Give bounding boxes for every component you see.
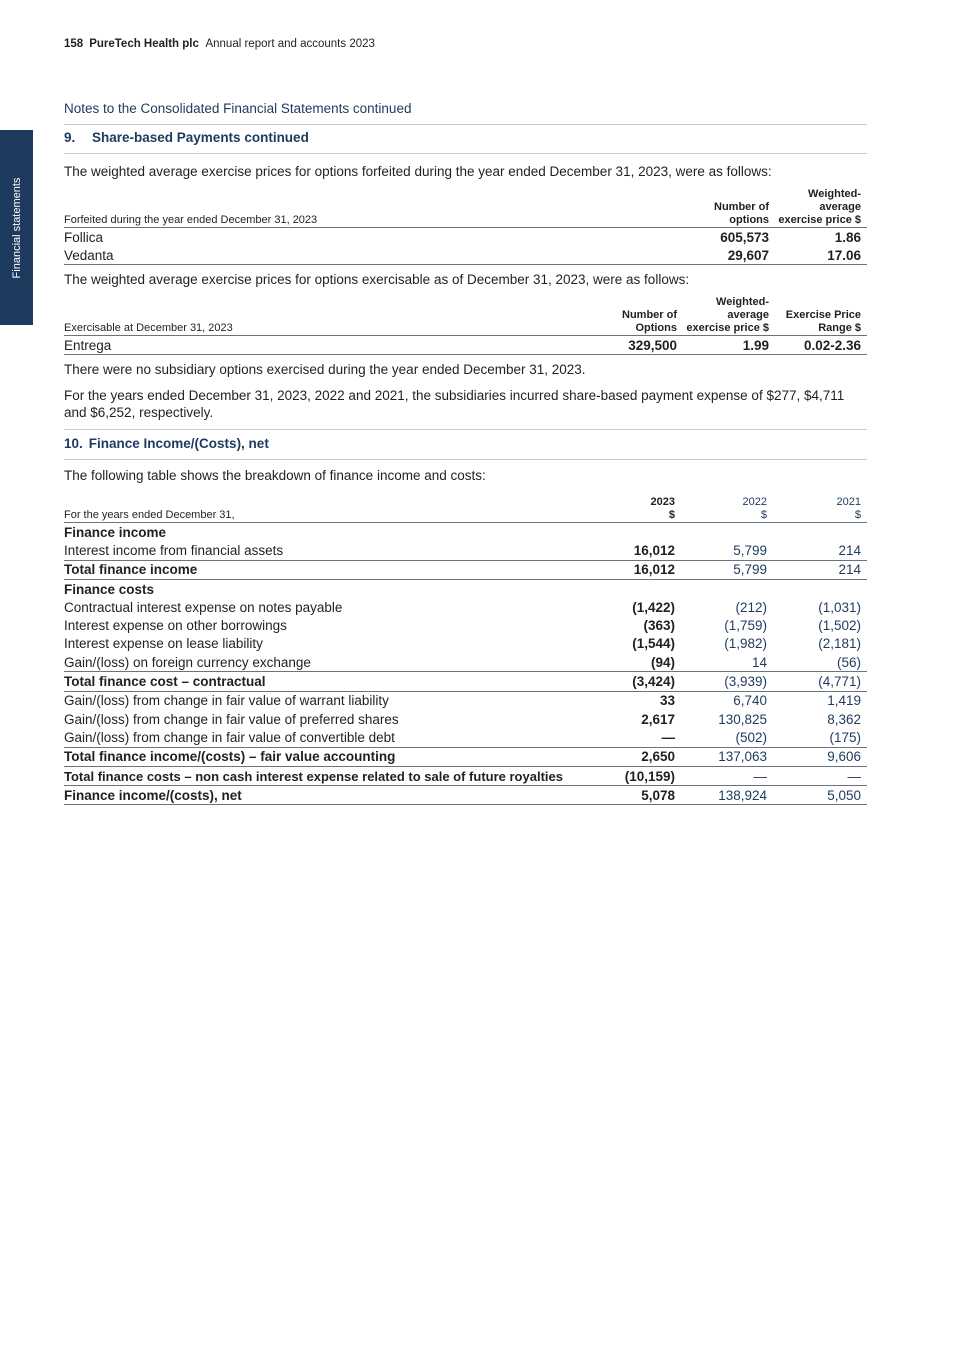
value-2021: 214 <box>773 560 867 579</box>
value-2022: (1,759) <box>724 618 767 634</box>
section-10-title-text: Finance Income/(Costs), net <box>88 436 269 451</box>
value-2022: 137,063 <box>681 747 773 766</box>
section-9-title <box>64 125 867 154</box>
report-name: Annual report and accounts 2023 <box>205 38 375 50</box>
row-label: Entrega <box>64 336 607 355</box>
value-2023: 2,650 <box>583 747 681 766</box>
finance-header-2022 <box>681 496 773 523</box>
value-2021: (4,771) <box>773 672 867 691</box>
row-label: Interest expense on other borrowings <box>64 618 287 634</box>
row-label: Follica <box>64 229 104 245</box>
table-row <box>64 246 867 265</box>
value-2021: (2,181) <box>818 636 861 652</box>
side-tab-label: Financial statements <box>10 177 23 278</box>
row-label: Finance income/(costs), net <box>64 786 583 805</box>
value-2021: 214 <box>838 542 861 558</box>
section-9-title-text: Share-based Payments continued <box>92 130 309 145</box>
table-row <box>64 598 867 616</box>
row-label: Finance income <box>64 524 167 540</box>
forfeited-header-price: Weighted-average exercise price $ <box>778 188 861 226</box>
value-2021: (1,502) <box>818 618 861 634</box>
value-2023: (3,424) <box>583 672 681 691</box>
table-row <box>64 228 867 247</box>
year-2021: 2021 <box>836 496 861 508</box>
exercisable-intro: The weighted average exercise prices for options exercisable as of December 31, 2023, were as follows: <box>64 272 690 287</box>
table-row <box>64 579 867 598</box>
value-2023: 2,617 <box>641 711 675 727</box>
value-2021: — <box>773 766 867 785</box>
table-row <box>64 653 867 672</box>
value-2023: (1,544) <box>632 636 675 652</box>
table-row <box>64 786 867 805</box>
value-2023: 5,078 <box>583 786 681 805</box>
value-2021: 8,362 <box>827 711 861 727</box>
value-2021: 1,419 <box>827 693 861 709</box>
exercisable-table <box>64 296 867 355</box>
row-label: Gain/(loss) from change in fair value of warrant liability <box>64 693 389 709</box>
finance-table <box>64 496 867 805</box>
row-label: Gain/(loss) on foreign currency exchange <box>64 653 583 672</box>
value-2023: — <box>583 728 681 747</box>
row-label: Finance costs <box>64 581 155 597</box>
table-row <box>64 710 867 728</box>
value-2023: (10,159) <box>583 766 681 785</box>
row-number: 605,573 <box>720 229 769 245</box>
value-2022: 138,924 <box>681 786 773 805</box>
row-label: Total finance cost – contractual <box>64 672 583 691</box>
section-10-title <box>64 429 867 460</box>
finance-intro: The following table shows the breakdown of finance income and costs: <box>64 468 486 483</box>
table-row <box>64 766 867 785</box>
row-label: Interest income from financial assets <box>64 542 284 558</box>
no-options-paragraph: There were no subsidiary options exercised during the year ended December 31, 2023. <box>64 362 586 377</box>
forfeited-header-label: Forfeited during the year ended December 31, 2023 <box>64 214 318 226</box>
page-number: 158 <box>64 38 84 50</box>
value-2023: 16,012 <box>633 542 675 558</box>
notes-title: Notes to the Consolidated Financial Statements continued <box>64 98 867 125</box>
row-number: 329,500 <box>607 336 683 355</box>
exercisable-header-range: Exercise Price Range $ <box>785 309 861 334</box>
value-2022: (3,939) <box>681 672 773 691</box>
value-2023: 16,012 <box>583 560 681 579</box>
finance-header-2021 <box>773 496 867 523</box>
currency: $ <box>668 509 675 521</box>
currency: $ <box>760 509 767 521</box>
row-label: Total finance costs – non cash interest expense related to sale of future royalties <box>64 766 583 785</box>
finance-header-label: For the years ended December 31, <box>64 509 235 521</box>
value-2021: (1,031) <box>818 599 861 615</box>
exercisable-header-price: Weighted-average exercise price $ <box>686 296 769 334</box>
value-2022: 5,799 <box>733 542 767 558</box>
year-2022: 2022 <box>742 496 767 508</box>
table-row <box>64 523 867 542</box>
row-price: 1.99 <box>683 336 775 355</box>
value-2022: 130,825 <box>718 711 767 727</box>
table-row <box>64 728 867 747</box>
value-2021: 5,050 <box>773 786 867 805</box>
row-label: Contractual interest expense on notes payable <box>64 599 343 615</box>
table-row <box>64 635 867 653</box>
row-label: Total finance income/(costs) – fair value accounting <box>64 747 583 766</box>
value-2021: 9,606 <box>773 747 867 766</box>
currency: $ <box>854 509 861 521</box>
table-row <box>64 541 867 560</box>
value-2022: — <box>681 766 773 785</box>
table-row <box>64 560 867 579</box>
table-row <box>64 691 867 710</box>
value-2022: 14 <box>681 653 773 672</box>
table-row <box>64 336 867 355</box>
table-row <box>64 616 867 634</box>
row-label: Vedanta <box>64 246 689 265</box>
year-2023: 2023 <box>650 496 675 508</box>
forfeited-intro: The weighted average exercise prices for options forfeited during the year ended December 31, 2023, were as follows: <box>64 164 772 179</box>
value-2022: (1,982) <box>724 636 767 652</box>
value-2023: (363) <box>643 618 675 634</box>
exercisable-header-number: Number of Options <box>622 309 677 334</box>
row-label: Total finance income <box>64 560 583 579</box>
value-2021: (175) <box>773 728 867 747</box>
side-section-tab <box>0 130 33 325</box>
row-label: Gain/(loss) from change in fair value of preferred shares <box>64 711 399 727</box>
value-2022: (212) <box>735 599 767 615</box>
table-row <box>64 672 867 691</box>
row-number: 29,607 <box>689 246 775 265</box>
row-price: 17.06 <box>775 246 867 265</box>
page-content <box>64 98 867 805</box>
section-10-number: 10. <box>64 436 83 451</box>
value-2023: 33 <box>659 693 675 709</box>
value-2022: 6,740 <box>733 693 767 709</box>
company-name: PureTech Health plc <box>89 38 199 50</box>
row-price: 1.86 <box>834 229 861 245</box>
forfeited-table <box>64 188 867 265</box>
exercisable-header-label: Exercisable at December 31, 2023 <box>64 322 233 334</box>
table-row <box>64 747 867 766</box>
value-2021: (56) <box>773 653 867 672</box>
row-range: 0.02-2.36 <box>775 336 867 355</box>
expense-paragraph: For the years ended December 31, 2023, 2022 and 2021, the subsidiaries incurred share-based payment expense of $277, $4,711 and $6,252, respectively. <box>64 388 845 420</box>
page-header <box>64 38 375 50</box>
finance-header-2023 <box>583 496 681 523</box>
value-2022: (502) <box>681 728 773 747</box>
value-2023: (94) <box>583 653 681 672</box>
row-label: Gain/(loss) from change in fair value of convertible debt <box>64 728 583 747</box>
row-label: Interest expense on lease liability <box>64 636 263 652</box>
forfeited-header-number: Number of options <box>714 201 769 226</box>
section-9-number: 9. <box>64 130 76 145</box>
value-2022: 5,799 <box>681 560 773 579</box>
value-2023: (1,422) <box>632 599 675 615</box>
